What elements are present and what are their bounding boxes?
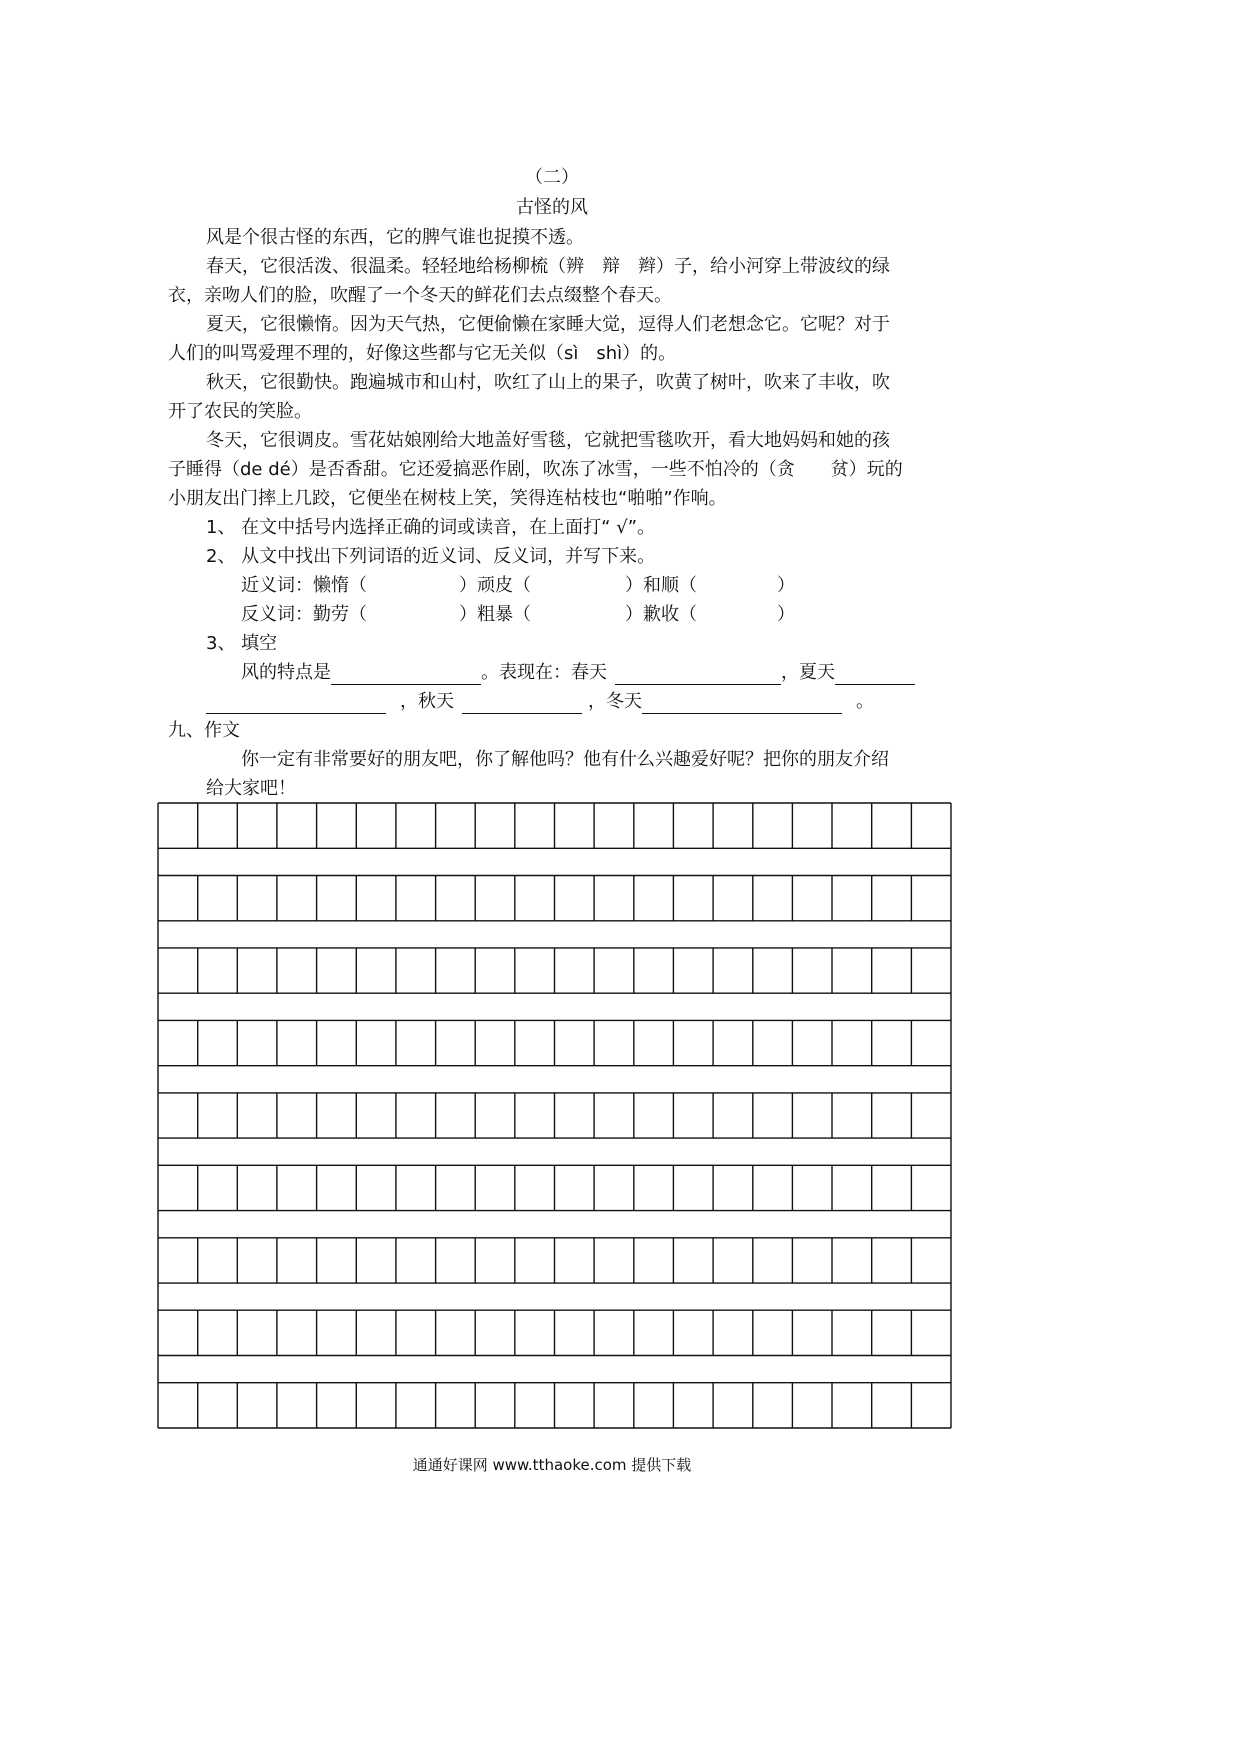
antonym-item: ） [777, 604, 795, 625]
fill-text: 。表现在：春天 [481, 662, 607, 683]
question-1: 1、 在文中括号内选择正确的词或读音，在上面打“ √”。 [206, 517, 656, 538]
synonym-item: ） [777, 575, 795, 596]
antonym-item: 勤劳（ [313, 604, 367, 625]
fill-text: ，冬天 [588, 691, 642, 712]
antonym-item: ）歉收（ [625, 604, 697, 625]
passage-paragraph: 子睡得（de dé）是否香甜。它还爱搞恶作剧，吹冻了冰雪，一些不怕冷的（贪 贫）玩的 [168, 459, 903, 480]
antonym-item: ）粗暴（ [459, 604, 531, 625]
synonym-item: ）和顺（ [625, 575, 697, 596]
footer-credit: 通通好课网 www.tthaoke.com 提供下载 [412, 1456, 692, 1474]
passage-paragraph: 开了农民的笑脸。 [168, 401, 312, 422]
passage-paragraph: 秋天，它很勤快。跑遍城市和山村，吹红了山上的果子，吹黄了树叶，吹来了丰收，吹 [206, 372, 890, 393]
passage-paragraph: 冬天，它很调皮。雪花姑娘刚给大地盖好雪毯，它就把雪毯吹开，看大地妈妈和她的孩 [206, 430, 890, 451]
passage-paragraph: 春天，它很活泼、很温柔。轻轻地给杨柳梳（辨 辩 辫）子，给小河穿上带波纹的绿 [206, 256, 890, 277]
fill-text: 风的特点是 [241, 662, 331, 683]
section-number: （二） [525, 167, 579, 188]
question-2: 2、 从文中找出下列词语的近义词、反义词，并写下来。 [206, 546, 656, 567]
synonym-label: 近义词： [241, 575, 313, 596]
composition-prompt: 你一定有非常要好的朋友吧，你了解他吗？他有什么兴趣爱好呢？把你的朋友介绍 [241, 749, 889, 770]
question-3: 3、 填空 [206, 633, 278, 654]
passage-paragraph: 风是个很古怪的东西，它的脾气谁也捉摸不透。 [206, 227, 584, 248]
passage-paragraph: 人们的叫骂爱理不理的，好像这些都与它无关似（sì shì）的。 [168, 343, 677, 364]
passage-paragraph: 衣，亲吻人们的脸，吹醒了一个冬天的鲜花们去点缀整个春天。 [168, 285, 672, 306]
fill-text: 。 [856, 691, 874, 712]
fill-text: ，秋天 [400, 691, 454, 712]
passage-title: 古怪的风 [516, 197, 588, 218]
synonym-item: ）顽皮（ [459, 575, 531, 596]
passage-paragraph: 夏天，它很懒惰。因为天气热，它便偷懒在家睡大觉，逗得人们老想念它。它呢？对于 [206, 314, 890, 335]
synonym-item: 懒惰（ [313, 575, 367, 596]
composition-heading: 九、作文 [168, 720, 240, 741]
passage-paragraph: 小朋友出门摔上几跤，它便坐在树枝上笑，笑得连枯枝也“啪啪”作响。 [168, 488, 727, 509]
composition-prompt: 给大家吧！ [206, 778, 296, 799]
antonym-label: 反义词： [241, 604, 313, 625]
fill-text: ，夏天 [781, 662, 835, 683]
